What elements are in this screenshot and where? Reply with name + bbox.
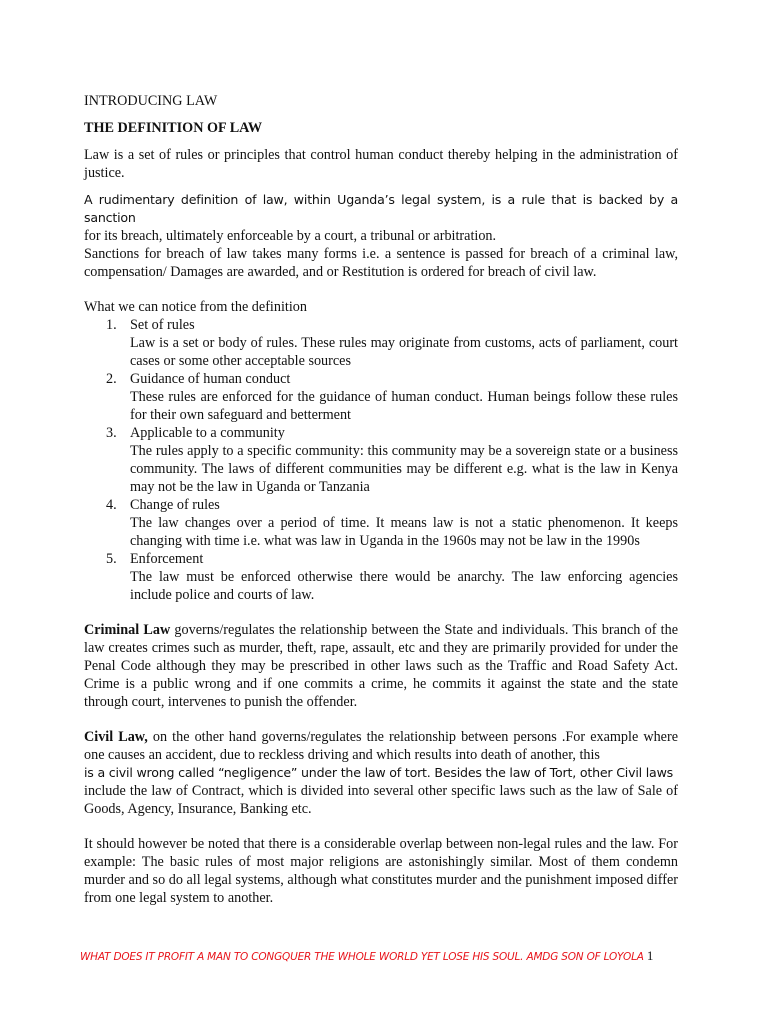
list-item-text: The law must be enforced otherwise there would be anarchy. The law enforcing agencies include police and courts of law.: [130, 569, 678, 603]
list-item-number: 4.: [106, 497, 117, 513]
sanctions-paragraph: Sanctions for breach of law takes many forms i.e. a sentence is passed for breach of a criminal law, compensation/ Damages are awarded, and or Restitution is ordered for breach of civil law.: [84, 246, 678, 280]
list-item-heading: Applicable to a community: [130, 425, 285, 441]
list-item: [84, 316, 678, 370]
definition-paragraph: Law is a set of rules or principles that control human conduct thereby helping in the administration of justice.: [84, 147, 678, 181]
list-item-text: The rules apply to a specific community: this community may be a sovereign state or a business community. The laws of different communities may be different e.g. what is the law in Kenya may not be the law in Uganda or Tanzania: [130, 443, 678, 495]
list-item-heading: Set of rules: [130, 317, 195, 333]
civil-law-text-c: include the law of Contract, which is divided into several other specific laws such as the law of Sale of Goods, Agency, Insurance, Banking etc.: [84, 783, 678, 817]
civil-law-label: Civil Law,: [84, 729, 148, 745]
section-title: THE DEFINITION OF LAW: [84, 120, 263, 136]
page-number: 1: [646, 948, 654, 963]
civil-law-text-a: on the other hand governs/regulates the relationship between persons .For example where one causes an accident, due to reckless driving and which results into death of another, this: [84, 729, 678, 763]
criminal-law-paragraph: [84, 621, 678, 711]
list-item-number: 2.: [106, 371, 117, 387]
notice-intro: What we can notice from the definition: [84, 299, 307, 315]
overlap-paragraph: It should however be noted that there is a considerable overlap between non-legal rules and the law. For example: The basic rules of most major religions are astonishingly similar. Most of them condemn murder and so do all legal systems, although what constitutes murder and the punishment imposed differ from one legal system to another.: [84, 836, 678, 906]
list-item-heading: Change of rules: [130, 497, 220, 513]
list-item-text: These rules are enforced for the guidance of human conduct. Human beings follow these rules for their own safeguard and betterment: [130, 389, 678, 423]
civil-law-paragraph: [84, 728, 678, 764]
footer-motto: WHAT DOES IT PROFIT A MAN TO CONGQUER THE WHOLE WORLD YET LOSE HIS SOUL. AMDG SON OF LOYOLA: [80, 951, 644, 963]
list-item-heading: Enforcement: [130, 551, 204, 567]
page-footer: [80, 947, 654, 966]
list-item: [84, 496, 678, 550]
list-item-number: 3.: [106, 425, 117, 441]
list-item: [84, 424, 678, 496]
list-item-heading: Guidance of human conduct: [130, 371, 291, 387]
notice-list: [84, 316, 678, 604]
list-item: [84, 370, 678, 424]
list-item-number: 5.: [106, 551, 117, 567]
criminal-law-text: governs/regulates the relationship between the State and individuals. This branch of the law creates crimes such as murder, theft, rape, assault, etc and they are primarily provided for under the Penal Code although they may be prescribed in other laws such as the Traffic and Road Safety Act. Crime is a public wrong and if one commits a crime, he commits it against the state and the state through court, intervenes to punish the offender.: [84, 622, 678, 710]
list-item-text: The law changes over a period of time. It means law is not a static phenomenon. It keeps changing with time i.e. what was law in Uganda in the 1960s may not be law in the 1990s: [130, 515, 678, 549]
list-item-text: Law is a set or body of rules. These rules may originate from customs, acts of parliament, court cases or some other acceptable sources: [130, 335, 678, 369]
document-page: [84, 92, 678, 907]
rudimentary-definition-continuation: for its breach, ultimately enforceable by a court, a tribunal or arbitration.: [84, 228, 497, 244]
list-item-number: 1.: [106, 317, 117, 333]
page-header: INTRODUCING LAW: [84, 93, 218, 109]
rudimentary-definition-line: A rudimentary definition of law, within Uganda’s legal system, is a rule that is backed by a sanction: [84, 192, 678, 225]
list-item: [84, 550, 678, 604]
criminal-law-label: Criminal Law: [84, 622, 171, 638]
civil-law-text-b: is a civil wrong called “negligence” under the law of tort. Besides the law of Tort, other Civil laws: [84, 765, 674, 780]
